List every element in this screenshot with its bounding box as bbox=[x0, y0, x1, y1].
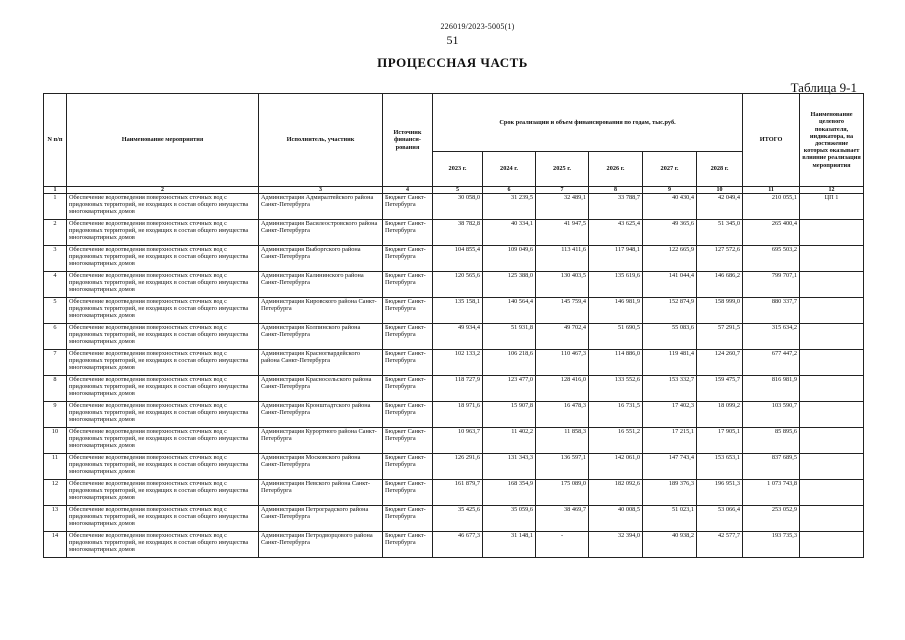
total-value: 837 689,5 bbox=[743, 454, 800, 480]
value-2028: 196 951,3 bbox=[697, 480, 743, 506]
executor: Администрация Выборгского района Санкт-Петербурга bbox=[259, 246, 383, 272]
column-number-row bbox=[44, 187, 864, 194]
value-2027: 51 023,1 bbox=[643, 506, 697, 532]
value-2026: 182 092,6 bbox=[589, 480, 643, 506]
header-period: Срок реализации и объем финансирования по годам, тыс.руб. bbox=[433, 94, 743, 152]
measure-name: Обеспечение водоотведения поверхностных сточных вод с придомовых территорий, не входящих в состав общего имущества многоквартирных домов bbox=[67, 402, 259, 428]
indicator bbox=[800, 480, 864, 506]
total-value: 816 981,9 bbox=[743, 376, 800, 402]
indicator bbox=[800, 220, 864, 246]
funding-source: Бюджет Санкт-Петербурга bbox=[383, 324, 433, 350]
total-value: 1 073 743,8 bbox=[743, 480, 800, 506]
value-2027: 119 481,4 bbox=[643, 350, 697, 376]
row-number: 9 bbox=[44, 402, 67, 428]
row-number: 11 bbox=[44, 454, 67, 480]
value-2025: - bbox=[536, 532, 589, 558]
total-value: 85 895,6 bbox=[743, 428, 800, 454]
value-2024: 123 477,0 bbox=[483, 376, 536, 402]
column-number: 5 bbox=[433, 187, 483, 194]
value-2028: 17 905,1 bbox=[697, 428, 743, 454]
indicator bbox=[800, 272, 864, 298]
value-2023: 49 934,4 bbox=[433, 324, 483, 350]
header-year: 2023 г. bbox=[433, 152, 483, 187]
value-2025: 16 478,3 bbox=[536, 402, 589, 428]
column-number: 1 bbox=[44, 187, 67, 194]
row-number: 5 bbox=[44, 298, 67, 324]
header-year: 2024 г. bbox=[483, 152, 536, 187]
funding-source: Бюджет Санкт-Петербурга bbox=[383, 220, 433, 246]
value-2028: 57 291,5 bbox=[697, 324, 743, 350]
value-2024: 51 931,8 bbox=[483, 324, 536, 350]
value-2024: 15 907,8 bbox=[483, 402, 536, 428]
total-value: 265 400,4 bbox=[743, 220, 800, 246]
executor: Администрация Петроградского района Санкт-Петербурга bbox=[259, 506, 383, 532]
funding-source: Бюджет Санкт-Петербурга bbox=[383, 428, 433, 454]
value-2025: 136 597,1 bbox=[536, 454, 589, 480]
value-2028: 18 099,2 bbox=[697, 402, 743, 428]
executor: Администрация Петродворцового района Санкт-Петербурга bbox=[259, 532, 383, 558]
section-title: ПРОЦЕССНАЯ ЧАСТЬ bbox=[377, 55, 528, 70]
measure-name: Обеспечение водоотведения поверхностных сточных вод с придомовых территорий, не входящих в состав общего имущества многоквартирных домов bbox=[67, 350, 259, 376]
table-row bbox=[44, 350, 864, 376]
measure-name: Обеспечение водоотведения поверхностных сточных вод с придомовых территорий, не входящих в состав общего имущества многоквартирных домов bbox=[67, 220, 259, 246]
value-2028: 42 049,4 bbox=[697, 194, 743, 220]
indicator bbox=[800, 324, 864, 350]
executor: Администрация Кронштадтского района Санкт-Петербурга bbox=[259, 402, 383, 428]
column-number: 4 bbox=[383, 187, 433, 194]
table-row bbox=[44, 480, 864, 506]
indicator bbox=[800, 454, 864, 480]
value-2023: 18 971,6 bbox=[433, 402, 483, 428]
measure-name: Обеспечение водоотведения поверхностных сточных вод с придомовых территорий, не входящих в состав общего имущества многоквартирных домов bbox=[67, 298, 259, 324]
value-2023: 120 565,6 bbox=[433, 272, 483, 298]
total-value: 193 735,3 bbox=[743, 532, 800, 558]
value-2028: 159 475,7 bbox=[697, 376, 743, 402]
value-2025: 110 467,3 bbox=[536, 350, 589, 376]
indicator bbox=[800, 402, 864, 428]
row-number: 14 bbox=[44, 532, 67, 558]
executor: Администрация Кировского района Санкт-Петербурга bbox=[259, 298, 383, 324]
executor: Администрация Колпинского района Санкт-Петербурга bbox=[259, 324, 383, 350]
row-number: 8 bbox=[44, 376, 67, 402]
value-2026: 16 551,2 bbox=[589, 428, 643, 454]
measure-name: Обеспечение водоотведения поверхностных сточных вод с придомовых территорий, не входящих в состав общего имущества многоквартирных домов bbox=[67, 324, 259, 350]
value-2024: 40 334,1 bbox=[483, 220, 536, 246]
executor: Администрация Московского района Санкт-Петербурга bbox=[259, 454, 383, 480]
value-2027: 40 938,2 bbox=[643, 532, 697, 558]
indicator: ЦП 1 bbox=[800, 194, 864, 220]
table-row bbox=[44, 532, 864, 558]
value-2024: 35 059,6 bbox=[483, 506, 536, 532]
value-2027: 55 083,6 bbox=[643, 324, 697, 350]
value-2023: 135 158,1 bbox=[433, 298, 483, 324]
funding-source: Бюджет Санкт-Петербурга bbox=[383, 350, 433, 376]
funding-source: Бюджет Санкт-Петербурга bbox=[383, 506, 433, 532]
value-2024: 106 218,6 bbox=[483, 350, 536, 376]
financing-table bbox=[43, 93, 864, 558]
funding-source: Бюджет Санкт-Петербурга bbox=[383, 480, 433, 506]
value-2026: 43 625,4 bbox=[589, 220, 643, 246]
row-number: 3 bbox=[44, 246, 67, 272]
row-number: 10 bbox=[44, 428, 67, 454]
value-2026: 33 788,7 bbox=[589, 194, 643, 220]
table-row bbox=[44, 428, 864, 454]
table-row bbox=[44, 376, 864, 402]
indicator bbox=[800, 506, 864, 532]
value-2025: 128 416,0 bbox=[536, 376, 589, 402]
value-2027: 147 743,4 bbox=[643, 454, 697, 480]
total-value: 315 634,2 bbox=[743, 324, 800, 350]
funding-source: Бюджет Санкт-Петербурга bbox=[383, 246, 433, 272]
executor: Администрация Курортного района Санкт-Петербурга bbox=[259, 428, 383, 454]
value-2026: 32 394,0 bbox=[589, 532, 643, 558]
table-row bbox=[44, 194, 864, 220]
table-label: Таблица 9-1 bbox=[790, 80, 857, 95]
total-value: 880 337,7 bbox=[743, 298, 800, 324]
table-row bbox=[44, 402, 864, 428]
value-2026: 40 008,5 bbox=[589, 506, 643, 532]
column-number: 2 bbox=[67, 187, 259, 194]
value-2024: 31 148,1 bbox=[483, 532, 536, 558]
value-2024: 11 402,2 bbox=[483, 428, 536, 454]
value-2028: 158 999,0 bbox=[697, 298, 743, 324]
value-2028: 146 686,2 bbox=[697, 272, 743, 298]
executor: Администрация Адмиралтейского района Санкт-Петербурга bbox=[259, 194, 383, 220]
value-2024: 131 343,3 bbox=[483, 454, 536, 480]
measure-name: Обеспечение водоотведения поверхностных сточных вод с придомовых территорий, не входящих в состав общего имущества многоквартирных домов bbox=[67, 480, 259, 506]
value-2026: 142 061,0 bbox=[589, 454, 643, 480]
row-number: 13 bbox=[44, 506, 67, 532]
indicator bbox=[800, 376, 864, 402]
funding-source: Бюджет Санкт-Петербурга bbox=[383, 272, 433, 298]
value-2024: 31 239,5 bbox=[483, 194, 536, 220]
header-num: N п/п bbox=[44, 94, 67, 187]
value-2023: 102 133,2 bbox=[433, 350, 483, 376]
column-number: 3 bbox=[259, 187, 383, 194]
value-2027: 122 665,9 bbox=[643, 246, 697, 272]
indicator bbox=[800, 246, 864, 272]
row-number: 7 bbox=[44, 350, 67, 376]
value-2024: 125 388,0 bbox=[483, 272, 536, 298]
value-2023: 10 963,7 bbox=[433, 428, 483, 454]
header-year: 2028 г. bbox=[697, 152, 743, 187]
value-2023: 38 782,8 bbox=[433, 220, 483, 246]
value-2027: 17 215,1 bbox=[643, 428, 697, 454]
funding-source: Бюджет Санкт-Петербурга bbox=[383, 194, 433, 220]
total-value: 677 447,2 bbox=[743, 350, 800, 376]
value-2025: 32 489,1 bbox=[536, 194, 589, 220]
value-2028: 124 260,7 bbox=[697, 350, 743, 376]
executor: Администрация Василеостровского района Санкт-Петербурга bbox=[259, 220, 383, 246]
total-value: 695 503,2 bbox=[743, 246, 800, 272]
header-executor: Исполнитель, участник bbox=[259, 94, 383, 187]
measure-name: Обеспечение водоотведения поверхностных сточных вод с придомовых территорий, не входящих в состав общего имущества многоквартирных домов bbox=[67, 454, 259, 480]
value-2028: 127 572,6 bbox=[697, 246, 743, 272]
total-value: 103 590,7 bbox=[743, 402, 800, 428]
table-row bbox=[44, 220, 864, 246]
measure-name: Обеспечение водоотведения поверхностных сточных вод с придомовых территорий, не входящих в состав общего имущества многоквартирных домов bbox=[67, 272, 259, 298]
table-row bbox=[44, 272, 864, 298]
funding-source: Бюджет Санкт-Петербурга bbox=[383, 402, 433, 428]
measure-name: Обеспечение водоотведения поверхностных сточных вод с придомовых территорий, не входящих в состав общего имущества многоквартирных домов bbox=[67, 532, 259, 558]
row-number: 4 bbox=[44, 272, 67, 298]
value-2028: 51 345,0 bbox=[697, 220, 743, 246]
column-number: 9 bbox=[643, 187, 697, 194]
executor: Администрация Калининского района Санкт-Петербурга bbox=[259, 272, 383, 298]
table-row bbox=[44, 454, 864, 480]
value-2026: 135 619,6 bbox=[589, 272, 643, 298]
value-2026: 16 731,5 bbox=[589, 402, 643, 428]
row-number: 1 bbox=[44, 194, 67, 220]
indicator bbox=[800, 428, 864, 454]
value-2027: 141 044,4 bbox=[643, 272, 697, 298]
page-number: 51 bbox=[446, 33, 459, 47]
measure-name: Обеспечение водоотведения поверхностных сточных вод с придомовых территорий, не входящих в состав общего имущества многоквартирных домов bbox=[67, 194, 259, 220]
measure-name: Обеспечение водоотведения поверхностных сточных вод с придомовых территорий, не входящих в состав общего имущества многоквартирных домов bbox=[67, 376, 259, 402]
funding-source: Бюджет Санкт-Петербурга bbox=[383, 454, 433, 480]
value-2024: 140 564,4 bbox=[483, 298, 536, 324]
funding-source: Бюджет Санкт-Петербурга bbox=[383, 298, 433, 324]
header-total: ИТОГО bbox=[743, 94, 800, 187]
value-2023: 104 855,4 bbox=[433, 246, 483, 272]
header-year: 2027 г. bbox=[643, 152, 697, 187]
value-2025: 113 411,6 bbox=[536, 246, 589, 272]
value-2023: 161 879,7 bbox=[433, 480, 483, 506]
value-2027: 152 874,9 bbox=[643, 298, 697, 324]
funding-source: Бюджет Санкт-Петербурга bbox=[383, 376, 433, 402]
value-2025: 130 403,5 bbox=[536, 272, 589, 298]
value-2027: 17 402,3 bbox=[643, 402, 697, 428]
table-row bbox=[44, 246, 864, 272]
value-2024: 168 354,9 bbox=[483, 480, 536, 506]
value-2026: 51 690,5 bbox=[589, 324, 643, 350]
measure-name: Обеспечение водоотведения поверхностных сточных вод с придомовых территорий, не входящих в состав общего имущества многоквартирных домов bbox=[67, 246, 259, 272]
value-2023: 35 425,6 bbox=[433, 506, 483, 532]
column-number: 7 bbox=[536, 187, 589, 194]
value-2027: 40 430,4 bbox=[643, 194, 697, 220]
funding-source: Бюджет Санкт-Петербурга bbox=[383, 532, 433, 558]
value-2027: 189 376,3 bbox=[643, 480, 697, 506]
value-2024: 109 049,6 bbox=[483, 246, 536, 272]
indicator bbox=[800, 298, 864, 324]
value-2028: 53 066,4 bbox=[697, 506, 743, 532]
row-number: 6 bbox=[44, 324, 67, 350]
value-2025: 38 469,7 bbox=[536, 506, 589, 532]
header-indicator: Наименование целевого показателя, индикатора, на достижение которых оказывает влияние реализация мероприятия bbox=[800, 94, 864, 187]
value-2027: 49 365,6 bbox=[643, 220, 697, 246]
value-2027: 153 332,7 bbox=[643, 376, 697, 402]
column-number: 10 bbox=[697, 187, 743, 194]
value-2023: 118 727,9 bbox=[433, 376, 483, 402]
value-2026: 146 981,9 bbox=[589, 298, 643, 324]
measure-name: Обеспечение водоотведения поверхностных сточных вод с придомовых территорий, не входящих в состав общего имущества многоквартирных домов bbox=[67, 428, 259, 454]
value-2025: 41 947,5 bbox=[536, 220, 589, 246]
total-value: 253 052,9 bbox=[743, 506, 800, 532]
table-row bbox=[44, 506, 864, 532]
value-2026: 114 886,0 bbox=[589, 350, 643, 376]
column-number: 11 bbox=[743, 187, 800, 194]
value-2023: 30 058,0 bbox=[433, 194, 483, 220]
header-year: 2026 г. bbox=[589, 152, 643, 187]
header-source: Источник финанси-рования bbox=[383, 94, 433, 187]
value-2028: 42 577,7 bbox=[697, 532, 743, 558]
column-number: 8 bbox=[589, 187, 643, 194]
value-2026: 117 948,1 bbox=[589, 246, 643, 272]
row-number: 12 bbox=[44, 480, 67, 506]
executor: Администрация Красносельского района Санкт-Петербурга bbox=[259, 376, 383, 402]
value-2025: 175 089,0 bbox=[536, 480, 589, 506]
document-id: 226019/2023-5005(1) bbox=[440, 22, 515, 31]
table-row bbox=[44, 298, 864, 324]
value-2023: 126 291,6 bbox=[433, 454, 483, 480]
header-year: 2025 г. bbox=[536, 152, 589, 187]
row-number: 2 bbox=[44, 220, 67, 246]
value-2025: 49 702,4 bbox=[536, 324, 589, 350]
indicator bbox=[800, 532, 864, 558]
total-value: 799 707,1 bbox=[743, 272, 800, 298]
table-row bbox=[44, 324, 864, 350]
total-value: 210 055,1 bbox=[743, 194, 800, 220]
indicator bbox=[800, 350, 864, 376]
value-2025: 11 858,3 bbox=[536, 428, 589, 454]
value-2028: 153 653,1 bbox=[697, 454, 743, 480]
value-2023: 46 677,3 bbox=[433, 532, 483, 558]
header-name: Наименование мероприятия bbox=[67, 94, 259, 187]
executor: Администрация Красногвардейского района Санкт-Петербурга bbox=[259, 350, 383, 376]
executor: Администрация Невского района Санкт-Петербурга bbox=[259, 480, 383, 506]
column-number: 6 bbox=[483, 187, 536, 194]
value-2025: 145 759,4 bbox=[536, 298, 589, 324]
measure-name: Обеспечение водоотведения поверхностных сточных вод с придомовых территорий, не входящих в состав общего имущества многоквартирных домов bbox=[67, 506, 259, 532]
value-2026: 133 552,6 bbox=[589, 376, 643, 402]
column-number: 12 bbox=[800, 187, 864, 194]
